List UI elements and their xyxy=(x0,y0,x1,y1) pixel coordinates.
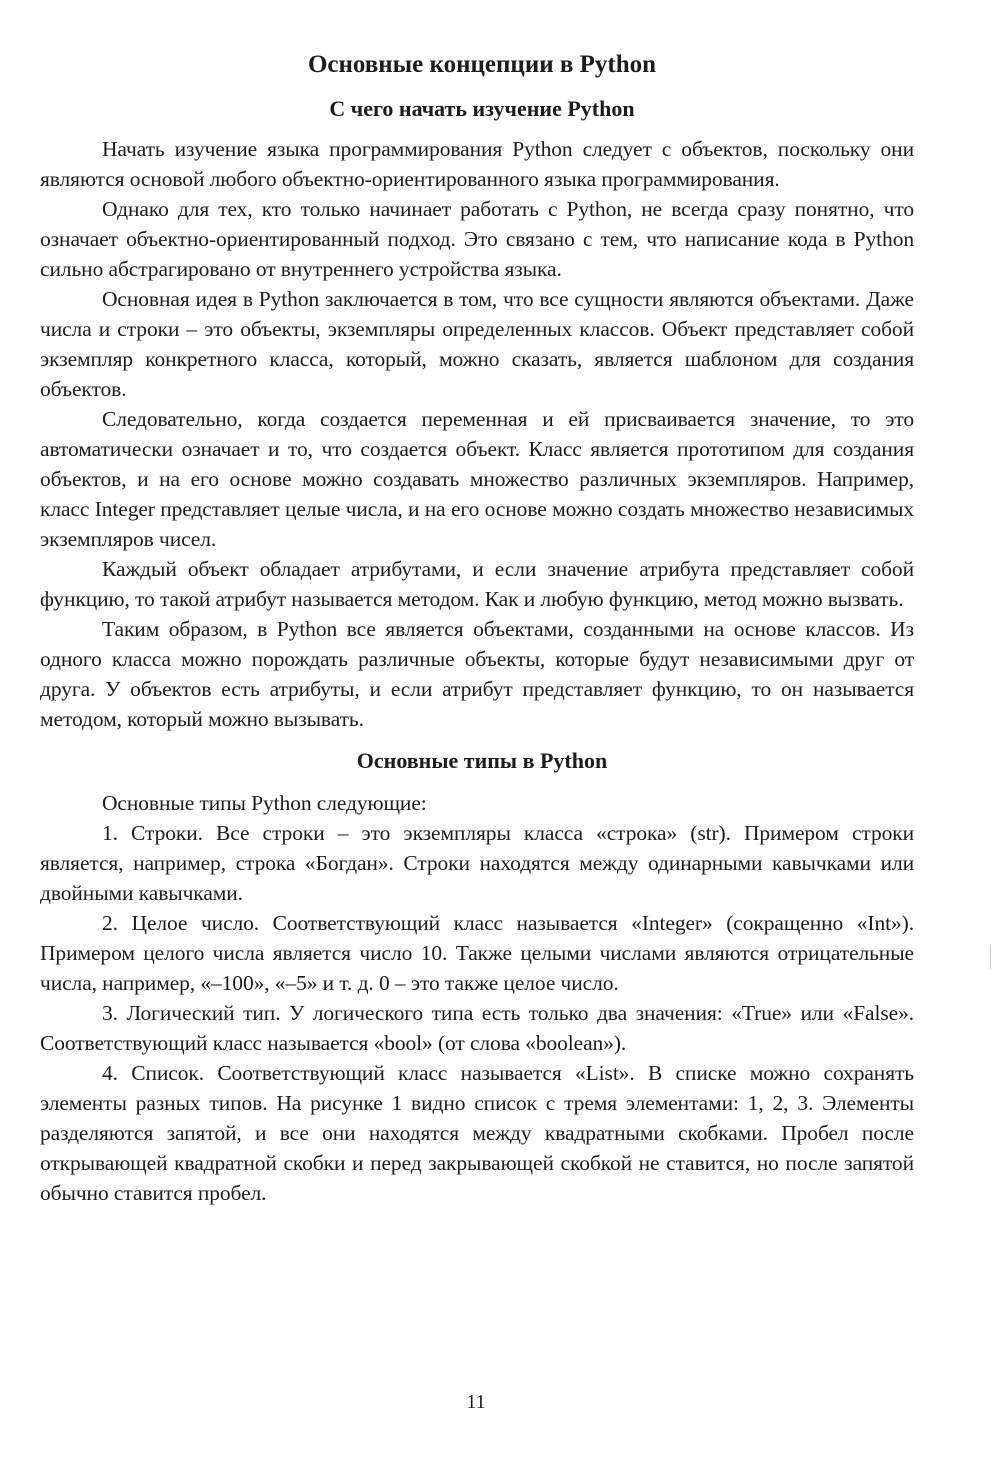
list-item-integer: 2. Целое число. Соответствующий класс называется «Integer» (сокращенно «Int»). Примером целого числа является число 10. Также целыми числами являются отрицательные числа, например, «–100», «–5» и т. д. 0 – это также целое число. xyxy=(40,911,914,995)
scan-edge-mark xyxy=(990,945,991,969)
list-item-boolean: 3. Логический тип. У логического типа есть только два значения: «True» или «False». Соответствующий класс называется «bool» (от слова «boolean»). xyxy=(40,1001,914,1055)
paragraph: Следовательно, когда создается переменная и ей присваивается значение, то это автоматически означает и то, что создается объект. Класс является прототипом для создания объектов, и на его основе можно создавать множество различных экземпляров. Например, класс Integer представляет целые числа, и на его основе можно создать множество независимых экземпляров чисел. xyxy=(40,407,914,551)
paragraph: Основная идея в Python заключается в том, что все сущности являются объектами. Даже числа и строки – это объекты, экземпляры определенных классов. Объект представляет собой экземпляр конкретного класса, который, можно сказать, является шаблоном для создания объектов. xyxy=(40,287,914,401)
paragraph: Начать изучение языка программирования Python следует с объектов, поскольку они являются основой любого объектно-ориентированного языка программирования. xyxy=(40,137,914,191)
chapter-title: Основные концепции в Python xyxy=(307,51,657,78)
list-item-strings: 1. Строки. Все строки – это экземпляры класса «строка» (str). Примером строки является, например, строка «Богдан». Строки находятся между одинарными кавычками или двойными кавычками. xyxy=(40,821,914,905)
section-title-basic-types: Основные типы в Python xyxy=(356,748,608,773)
list-item-list: 4. Список. Соответствующий класс называется «List». В списке можно сохранять элементы разных типов. На рисунке 1 видно список с тремя элементами: 1, 2, 3. Элементы разделяются запятой, и все они находятся между квадратными скобками. Пробел после открывающей квадратной скобки и перед закрывающей скобкой не ставится, но после запятой обычно ставится пробел. xyxy=(40,1061,914,1205)
paragraph: Однако для тех, кто только начинает работать с Python, не всегда сразу понятно, что означает объектно-ориентированный подход. Это связано с тем, что написание кода в Python сильно абстрагировано от внутреннего устройства языка. xyxy=(40,197,914,281)
page-body xyxy=(40,48,914,1208)
section-title-getting-started: С чего начать изучение Python xyxy=(329,96,635,121)
paragraph: Каждый объект обладает атрибутами, и если значение атрибута представляет собой функцию, то такой атрибут называется методом. Как и любую функцию, метод можно вызвать. xyxy=(40,557,914,611)
page-number: 11 xyxy=(466,1391,486,1413)
paragraph: Таким образом, в Python все является объектами, созданными на основе классов. Из одного класса можно порождать различные объекты, которые будут независимыми друг от друга. У объектов есть атрибуты, и если атрибут представляет функцию, то он называется методом, который можно вызывать. xyxy=(40,617,914,731)
paragraph: Основные типы Python следующие: xyxy=(102,791,427,815)
